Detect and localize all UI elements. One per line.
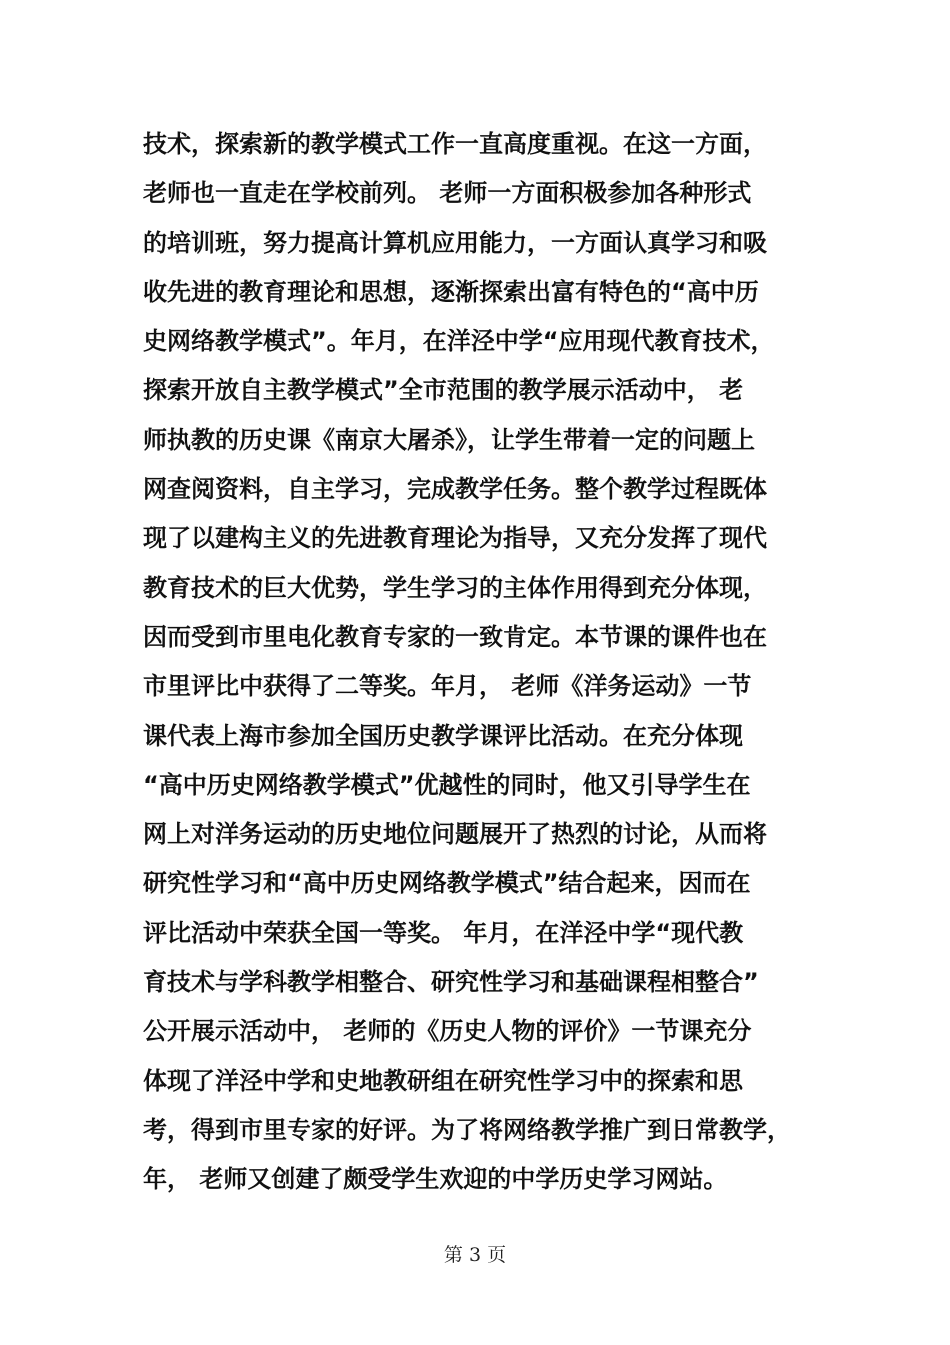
- text-line: 市里评比中获得了二等奖。年月， 老师《洋务运动》一节: [143, 672, 752, 701]
- text-line: 师执教的历史课《南京大屠杀》，让学生带着一定的问题上: [143, 425, 755, 454]
- text-line: 公开展示活动中， 老师的《历史人物的评价》一节课充分: [143, 1017, 752, 1046]
- text-line: 评比活动中荣获全国一等奖。 年月，在洋泾中学“现代教: [143, 918, 744, 947]
- body-paragraph: [143, 120, 823, 1205]
- text-line: 考，得到市里专家的好评。为了将网络教学推广到日常教学，: [143, 1115, 791, 1144]
- text-line: 收先进的教育理论和思想，逐渐探索出富有特色的“高中历: [143, 277, 759, 306]
- text-line: 探索开放自主教学模式”全市范围的教学展示活动中， 老: [143, 376, 744, 405]
- page-number: 第 3 页: [443, 1244, 507, 1266]
- text-line: 老师也一直走在学校前列。 老师一方面积极参加各种形式: [143, 179, 752, 208]
- text-line: 课代表上海市参加全国历史教学课评比活动。在充分体现: [143, 721, 743, 750]
- text-line: 现了以建构主义的先进教育理论为指导，又充分发挥了现代: [143, 524, 767, 553]
- text-line: 的培训班，努力提高计算机应用能力，一方面认真学习和吸: [143, 228, 767, 257]
- text-line: 技术，探索新的教学模式工作一直高度重视。在这一方面，: [143, 130, 767, 158]
- text-line: 体现了洋泾中学和史地教研组在研究性学习中的探索和思: [143, 1066, 743, 1095]
- text-line: “高中历史网络教学模式”优越性的同时，他又引导学生在: [143, 770, 751, 799]
- text-line: 因而受到市里电化教育专家的一致肯定。本节课的课件也在: [143, 622, 767, 651]
- text-line: 研究性学习和“高中历史网络教学模式”结合起来，因而在: [143, 869, 751, 898]
- text-line: 年， 老师又创建了颇受学生欢迎的中学历史学习网站。: [143, 1165, 728, 1194]
- text-line: 教育技术的巨大优势，学生学习的主体作用得到充分体现，: [143, 573, 767, 602]
- text-line: 育技术与学科教学相整合、研究性学习和基础课程相整合”: [143, 968, 759, 997]
- text-line: 网查阅资料，自主学习，完成教学任务。整个教学过程既体: [143, 475, 767, 504]
- text-line: 史网络教学模式”。年月，在洋泾中学“应用现代教育技术，: [143, 327, 775, 356]
- text-line: 网上对洋务运动的历史地位问题展开了热烈的讨论，从而将: [143, 820, 767, 849]
